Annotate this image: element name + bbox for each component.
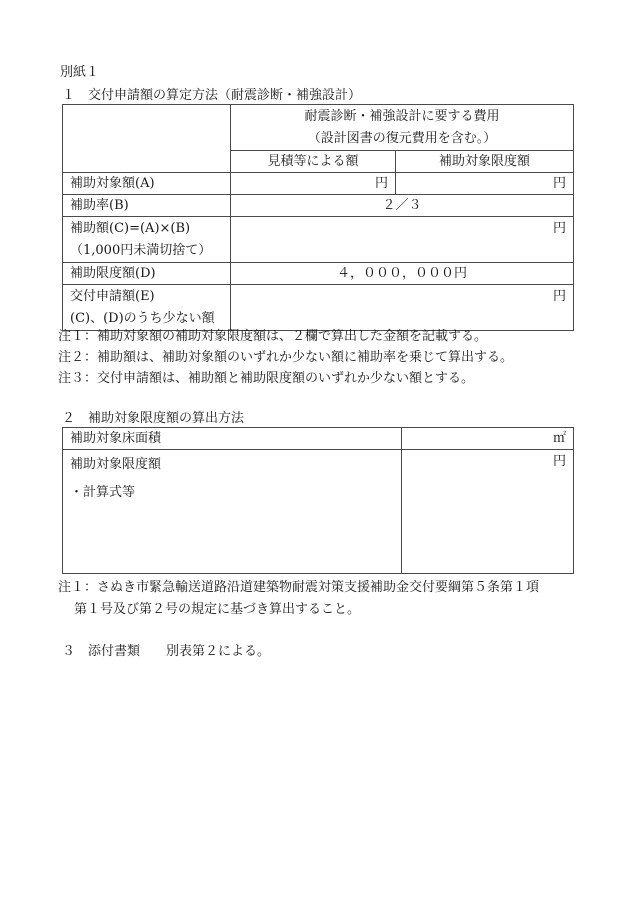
estimate-column-header: 見積等による額 [231, 151, 396, 173]
cost-header-line2: （設計図書の復元費用を含む。） [307, 130, 497, 146]
section1-note-2: 注２：補助額は、補助対象額のいずれか少ない額に補助率を乗じて算出する。 [58, 350, 514, 365]
section1-note-1: 注１：補助対象額の補助対象限度額は、２欄で算出した金額を記載する。 [58, 329, 488, 344]
section2-note-line2: 第１号及び第２号の規定に基づき算出すること。 [74, 602, 361, 617]
section2-note [58, 577, 539, 621]
application-amount-label-line2: (C)、(D)のうち少ない額 [70, 311, 215, 326]
row-subsidy-rate [63, 195, 574, 217]
section2-note-line1: 注１：さぬき市緊急輸送道路沿道建築物耐震対策支援補助金交付要綱第５条第１項 [58, 580, 540, 595]
section1-heading: １ 交付申請額の算定方法（耐震診断・補強設計） [62, 88, 362, 103]
limit-formula-label [63, 450, 402, 574]
section1-notes [58, 326, 513, 389]
row-limit-formula [63, 450, 574, 574]
subsidy-target-label: 補助対象額(A) [63, 173, 231, 195]
subsidy-amount-label-line1: 補助額(C)=(A)×(B) [70, 221, 191, 236]
table1-header-group-row [63, 105, 574, 151]
application-amount-label-line1: 交付申請額(E) [70, 289, 155, 304]
floor-area-unit-cell: ㎡ [402, 428, 574, 450]
cost-header-line1: 耐震診断・補強設計に要する費用 [304, 108, 500, 124]
application-amount-label [63, 285, 231, 331]
subsidy-limit-value-cell: ４，０００，０００円 [231, 263, 574, 285]
subsidy-target-limit-cell: 円 [396, 173, 574, 195]
limit-label-line2: ・計算式等 [70, 485, 136, 500]
section2-heading: ２ 補助対象限度額の算出方法 [62, 411, 245, 426]
subsidy-limit-label: 補助限度額(D) [63, 263, 231, 285]
page-label: 別紙１ [60, 65, 100, 80]
row-subsidy-target [63, 173, 574, 195]
section1-note-3: 注３：交付申請額は、補助額と補助限度額のいずれか少ない額とする。 [58, 371, 475, 386]
floor-area-label: 補助対象床面積 [63, 428, 402, 450]
subsidy-rate-value-cell: ２／３ [231, 195, 574, 217]
limit-unit-cell: 円 [402, 450, 574, 574]
limit-column-header: 補助対象限度額 [396, 151, 574, 173]
limit-calculation-table [62, 427, 574, 574]
row-subsidy-limit [63, 263, 574, 285]
row-floor-area [63, 428, 574, 450]
section3-attachments-line: ３ 添付書類 別表第２による。 [62, 644, 271, 659]
grant-application-calculation-table [62, 104, 574, 331]
limit-label-line1: 補助対象限度額 [70, 457, 162, 472]
table1-corner-empty-cell [63, 105, 231, 173]
subsidy-amount-label-line2: （1,000円未満切捨て） [70, 243, 212, 258]
application-amount-unit-cell: 円 [231, 285, 574, 331]
subsidy-amount-label [63, 217, 231, 263]
subsidy-rate-label: 補助率(B) [63, 195, 231, 217]
row-subsidy-amount [63, 217, 574, 263]
row-application-amount [63, 285, 574, 331]
subsidy-amount-unit-cell: 円 [231, 217, 574, 263]
subsidy-target-estimate-cell: 円 [231, 173, 396, 195]
cost-header-cell [231, 105, 574, 151]
